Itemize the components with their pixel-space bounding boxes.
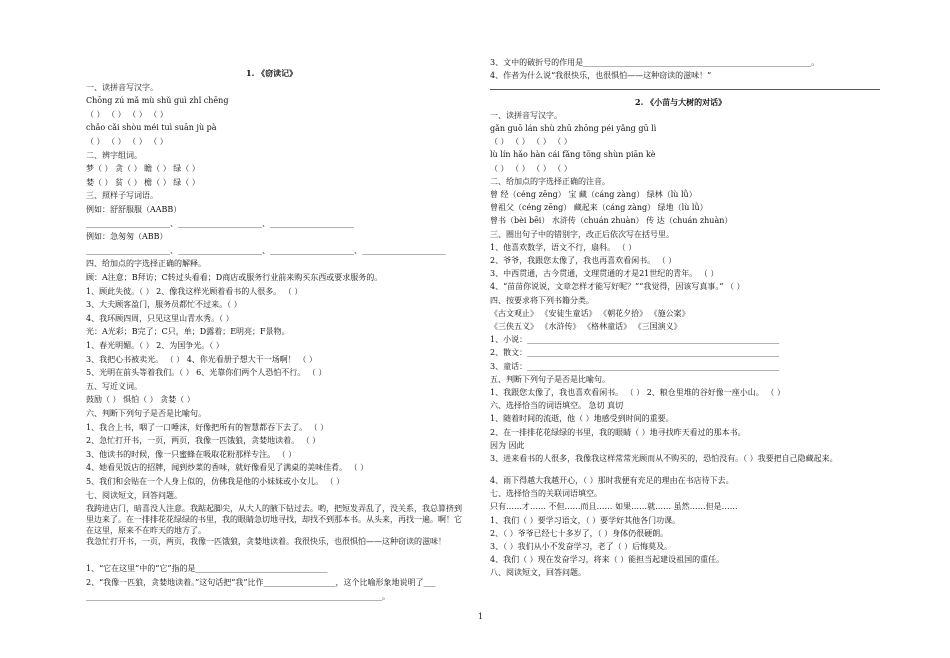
text-line: 三、照样子写词语。	[86, 191, 158, 201]
text-line: Chōng zú mǎ mù shǔ guì zhǐ chēng	[86, 96, 229, 106]
text-line: 二、给加点的字选择正确的注音。	[490, 176, 610, 186]
text-line: 五、判断下列句子是否是比喻句。	[490, 374, 610, 384]
answer-rule	[490, 89, 880, 90]
text-line: 1、“它在这里”中的“它”指的是_________________________________	[86, 564, 328, 574]
text-line: 《三侠五义》 《水浒传》 《格林童话》 《三国演义》	[490, 322, 682, 331]
text-line: 我跨进店门，暗喜没人注意。我踮起脚尖，从大人的腋下钻过去。哟，把短发弄乱了，没关系，我总算挤到里边来了。在一排排花花绿绿的书里，我的眼睛急切地寻找，却找不到那本书。从头来，再找一遍。啊！它在这里，原来不在昨天的地方了。	[86, 504, 462, 536]
text-line: 四、给加点的字选择正确的解释。	[86, 259, 206, 269]
text-line: 1、我们（ ）要学习语文，（ ）要学好其他各门功课。	[490, 515, 681, 525]
page-number: 1	[478, 612, 484, 621]
text-line: 1、我合上书，咽了一口唾沫，好像把所有的智慧都吞下去了。 （ ）	[86, 422, 329, 432]
text-line: 2、在一排排花花绿绿的书里，我的眼睛（ ）地寻找昨天看过的那本书。	[490, 427, 746, 437]
text-line: 曾 经（céng zēng） 宝 藏（cáng zàng） 绿林（lù lǜ）	[490, 190, 697, 199]
text-line: 5、光明在前头等着我们。（ ） 6、光靠你们两个人恐怕不行。 （ ）	[86, 368, 327, 378]
section-title: 1. 《窃读记》	[246, 68, 298, 78]
text-line: _____________________、_____________________、_____________________、_____________________	[86, 245, 446, 255]
text-line: 3、他读书的时候，像一只蜜蜂在吸取花粉那样专注。 （ ）	[86, 449, 297, 459]
text-line: 3、童话：_______________________________________________________________	[490, 361, 780, 371]
text-line: （ ） （ ） （ ） （ ）	[86, 137, 168, 146]
text-line: 二、辨字组词。	[86, 150, 142, 160]
text-line: 《古文观止》 《安徒生童话》 《朝花夕拾》 《施公案》	[490, 308, 690, 318]
text-line: （ ） （ ） （ ） （ ）	[490, 137, 572, 147]
text-line: 3、文中的破折号的作用是_________________________________________________________。	[490, 58, 820, 67]
text-line: 曾祖父（céng zēng） 藏起来（cáng zàng） 绿地（lù lǜ）	[490, 203, 708, 213]
text-line: 1、顾此失彼。（ ） 2、像我这样光顾着看书的人很多。 （ ）	[86, 286, 303, 296]
text-line: 4、她看见饭店的招牌，闻到炒菜的香味，就好像看见了满桌的美味佳肴。 （ ）	[86, 463, 369, 473]
text-line: 1、随着时间的流逝，他（ ）地感受到时间的重要。	[490, 414, 674, 424]
text-line: 八、阅读短文，回答问题。	[490, 568, 586, 578]
text-line: 4、作者为什么说“我很快乐，也很惧怕——这种窃读的滋味！”	[490, 71, 712, 81]
text-line: 2、“我像一匹狼，贪婪地读着。”这句话把“我”比作__________________，这个比喻形象地说明了___	[86, 578, 436, 587]
text-line: 4、我环顾四周，只见这里山青水秀。（ ）	[86, 313, 234, 323]
text-line: lù lín hǎo hàn cái fǎng tōng shùn piān kè	[490, 150, 656, 160]
text-line: 4、雨下得越大我越开心，（ ）那时我便有充足的理由在书店待下去。	[490, 476, 734, 485]
text-line: 4、“苗苗你说说，文章怎样才能写好呢？”“我觉得，因该写真事。” （ ）	[490, 282, 745, 292]
text-line: 4、我们（ ）现在发奋学习，将来（ ）能担当起建设祖国的重任。	[490, 555, 725, 565]
text-line: 一、读拼音写汉字。	[490, 110, 562, 120]
text-line: 我急忙打开书，一页，两页，我像一匹饿狼，贪婪地读着。我很快乐，也很惧怕——这种窃读的滋味！	[86, 537, 446, 547]
text-line: 3、中西贯通，古今贯通，文理贯通的才是21世纪的青年。 （ ）	[490, 269, 719, 279]
text-line: 因为 因此	[490, 440, 525, 450]
text-line: 一、读拼音写汉字。	[86, 82, 158, 92]
text-line: 2、急忙打开书，一页，两页，我像一匹饿狼，贪婪地读着。 （ ）	[86, 436, 321, 446]
text-line: gǎn guō lán shù zhū zhōng péi yǎng gū lì	[490, 124, 657, 133]
text-line: 3、我把心书被卖光。 （ ） 4、你光看册子想大干一场啊！ （ ）	[86, 354, 317, 364]
text-line: 2、散文：_______________________________________________________________	[490, 348, 780, 358]
text-line: 三、圈出句子中的错别字，改正后依次写在括号里。	[490, 229, 674, 239]
text-line: 3、进来看书的人很多，我像我这样常常光顾而从不购买的，恐怕没有。（ ）我要把自己隐藏起来。	[490, 454, 838, 463]
text-line: 1、我跟您太像了，我也喜欢看闲书。 （ ） 2、粮仓里堆的谷好像一座小山。 （ ）	[490, 388, 785, 397]
text-line: 七、选择恰当的关联词语填空。	[490, 489, 602, 499]
text-line: 五、写近义词。	[86, 381, 142, 391]
text-line: 只有……才…… 不但……而且…… 如果……就…… 虽然……但是……	[490, 502, 738, 512]
text-line: 婪（ ） 贫（ ） 檐（ ） 绿（ ）	[86, 177, 200, 187]
text-line: 例如：急匆匆（ABB）	[86, 232, 168, 242]
text-line: （ ） （ ） （ ） （ ）	[490, 163, 572, 173]
text-line: 1、他喜欢数学，语文不行，扇科。 （ ）	[490, 242, 637, 252]
text-line: 5、我们和会贴在一个人身上似的，仿佛我是他的小妹妹或小女儿。 （ ）	[86, 477, 345, 486]
text-line: 例如：舒舒服服（AABB）	[86, 205, 182, 214]
text-line: chǎo cǎi shòu méi tuì suān jù pà	[86, 123, 217, 133]
text-line: 鼓励（ ） 惧怕（ ） 贪婪（ ）	[86, 395, 195, 405]
text-line: 1、春光明媚。（ ） 2、为国争光。（ ）	[86, 341, 224, 350]
text-line: __________________________________________________________________________。	[86, 591, 390, 601]
text-line: 梦（ ） 贪（ ） 瞻（ ） 绿（ ）	[86, 164, 200, 174]
text-line: 曾书（bèi bēi） 水浒传（chuán zhuàn） 传 达（chuán zhuàn）	[490, 216, 733, 226]
text-line: 1、小说：_______________________________________________________________	[490, 335, 780, 345]
text-line: 六、选择恰当的词语填空。 急切 真切	[490, 401, 624, 411]
text-line: 3、（ ）我们从小不发奋学习，老了（ ）后悔莫及。	[490, 542, 673, 551]
text-line: 光：A光彩；B完了；C只，单；D露着；E明亮；F景物。	[86, 327, 290, 337]
text-line: 3、大夫顾客盈门，服务员都忙不过来。（ ）	[86, 300, 242, 310]
text-line: 四、按要求将下列书籍分类。	[490, 295, 594, 305]
text-line: 七、阅读短文，回答问题。	[86, 490, 182, 500]
text-line: 2、爷爷，我跟您太像了，我也再喜欢看闲书。 （ ）	[490, 256, 677, 265]
text-line: 顾：A注意；B拜访；C转过头看看；D商店或服务行业前来购买东西或要求服务的。	[86, 273, 383, 282]
text-line: （ ） （ ） （ ） （ ）	[86, 109, 168, 119]
text-line: _____________________、_____________________、_____________________	[86, 218, 354, 228]
text-line: 六、判断下列句子是否是比喻句。	[86, 409, 206, 418]
text-line: 2、（ ）爷爷已经七十多岁了，（ ）身体仍很硬朗。	[490, 528, 669, 538]
section-title: 2. 《小苗与大树的对话》	[635, 96, 727, 107]
